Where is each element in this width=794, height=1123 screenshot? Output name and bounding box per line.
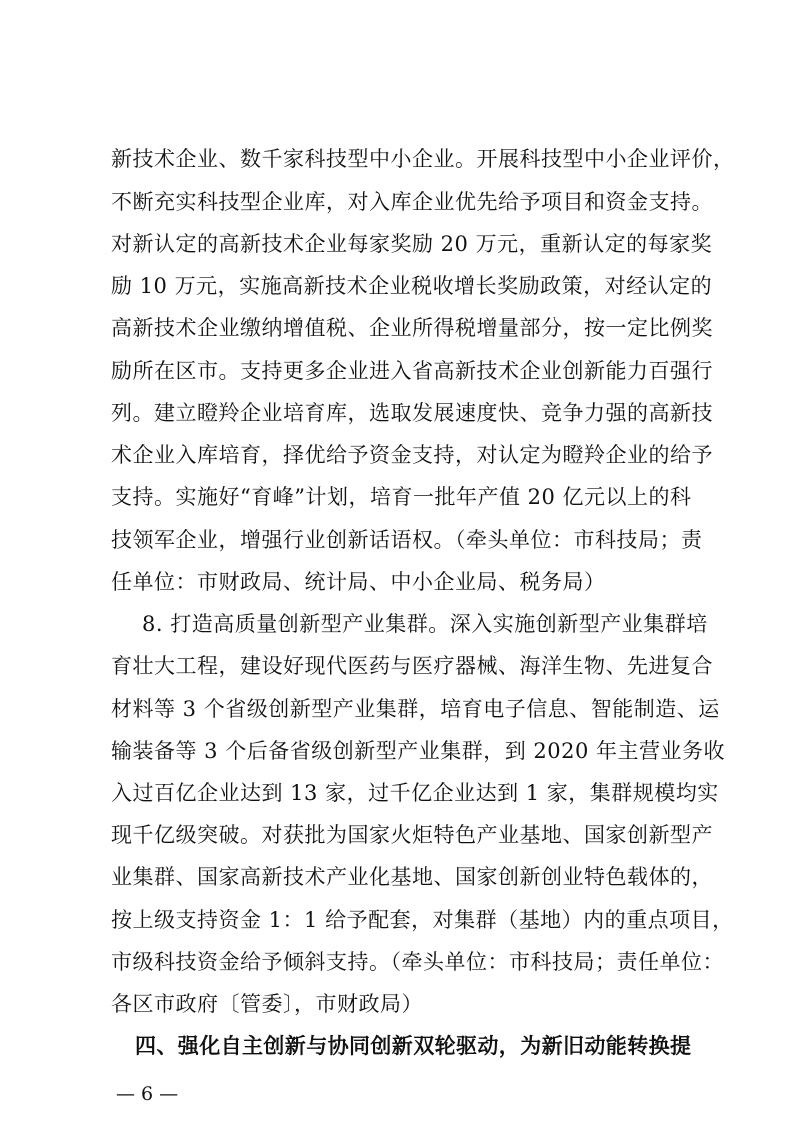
section-heading: 四、强化自主创新与协同创新双轮驱动，为新旧动能转换提 xyxy=(135,1034,691,1058)
page-number: — 6 — xyxy=(116,1083,179,1105)
text-line: 励所在区市。支持更多企业进入省高新技术企业创新能力百强行 xyxy=(111,359,713,383)
text-line: 术企业入库培育，择优给予资金支持，对认定为瞪羚企业的给予 xyxy=(111,443,713,467)
text-line: 列。建立瞪羚企业培育库，选取发展速度快、竞争力强的高新技 xyxy=(111,401,713,425)
text-line: 现千亿级突破。对获批为国家火炬特色产业基地、国家创新型产 xyxy=(111,823,713,847)
text-line: 任单位：市财政局、统计局、中小企业局、税务局） xyxy=(111,570,606,594)
text-line: 8. 打造高质量创新型产业集群。深入实施创新型产业集群培 xyxy=(142,612,708,636)
text-line: 新技术企业、数千家科技型中小企业。开展科技型中小企业评价， xyxy=(111,147,735,171)
text-line: 市级科技资金给予倾斜支持。（牵头单位：市科技局；责任单位： xyxy=(111,950,724,974)
text-line: 入过百亿企业达到 13 家，过千亿企业达到 1 家，集群规模均实 xyxy=(111,781,719,805)
text-line: 技领军企业，增强行业创新话语权。（牵头单位：市科技局；责 xyxy=(111,528,703,552)
text-line: 输装备等 3 个后备省级创新型产业集群，到 2020 年主营业务收 xyxy=(111,739,726,763)
text-line: 材料等 3 个省级创新型产业集群，培育电子信息、智能制造、运 xyxy=(111,697,720,721)
text-line: 对新认定的高新技术企业每家奖励 20 万元，重新认定的每家奖 xyxy=(111,232,713,256)
text-line: 高新技术企业缴纳增值税、企业所得税增量部分，按一定比例奖 xyxy=(111,316,713,340)
text-line: 育壮大工程，建设好现代医药与医疗器械、海洋生物、先进复合 xyxy=(111,654,713,678)
text-line: 不断充实科技型企业库，对入库企业优先给予项目和资金支持。 xyxy=(111,190,713,214)
text-line: 支持。实施好“育峰”计划，培育一批年产值 20 亿元以上的科 xyxy=(111,485,692,509)
text-line: 各区市政府〔管委〕，市财政局） xyxy=(111,992,423,1016)
text-line: 业集群、国家高新技术产业化基地、国家创新创业特色载体的， xyxy=(111,865,713,889)
text-line: 按上级支持资金 1：1 给予配套，对集群（基地）内的重点项目， xyxy=(111,908,734,932)
text-line: 励 10 万元，实施高新技术企业税收增长奖励政策，对经认定的 xyxy=(111,274,713,298)
